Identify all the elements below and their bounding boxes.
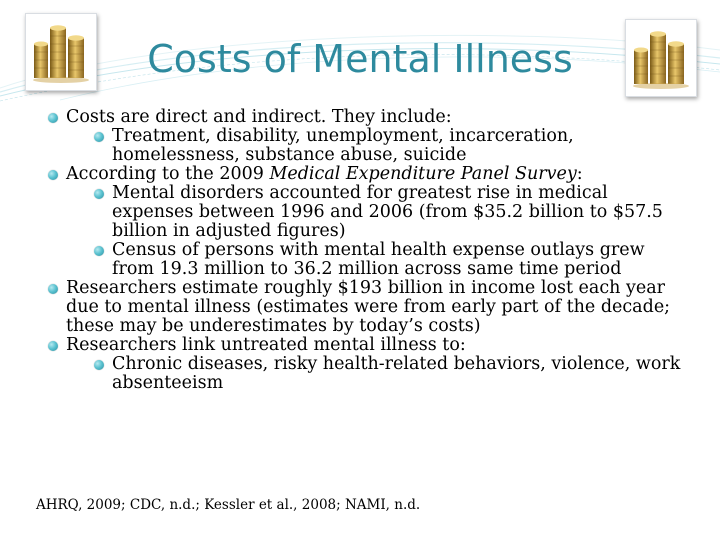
coin-stacks-picture-right: [625, 19, 697, 97]
bullet-dot-icon: [94, 132, 104, 142]
sub-bullet-text: Mental disorders accounted for greatest rise in medical expenses between 1996 and 2006 (from $35.2 billion to $57.5 billion in adjusted figures): [112, 183, 663, 241]
sub-bullet-list: [66, 355, 688, 393]
bullet-dot-icon: [48, 341, 58, 351]
bullet-text-after: :: [576, 164, 583, 184]
slide-title: Costs of Mental Illness: [147, 37, 573, 81]
bullet-dot-icon: [94, 246, 104, 256]
sub-bullet-list: [66, 184, 688, 279]
bullet-dot-icon: [48, 113, 58, 123]
coin-stacks-picture-left: [25, 13, 97, 91]
bullet-dot-icon: [48, 284, 58, 294]
sub-bullet-text: Chronic diseases, risky health-related behaviors, violence, work absenteeism: [112, 354, 681, 393]
sub-bullet-text: Treatment, disability, unemployment, incarceration, homelessness, substance abuse, suicide: [112, 126, 574, 165]
sub-bullet-item: [94, 241, 688, 279]
bullet-item: [48, 108, 688, 165]
sub-bullet-item: [94, 184, 688, 241]
bullet-text: Researchers link untreated mental illness to:: [66, 335, 466, 355]
survey-name: Medical Expenditure Panel Survey: [269, 164, 577, 184]
bullet-text: [66, 164, 583, 184]
sub-bullet-item: [94, 127, 688, 165]
sub-bullet-text: Census of persons with mental health expense outlays grew from 19.3 million to 36.2 million across same time period: [112, 240, 645, 279]
coin-stacks-icon: [26, 14, 96, 90]
bullet-list: [48, 108, 688, 393]
citation: AHRQ, 2009; CDC, n.d.; Kessler et al., 2008; NAMI, n.d.: [36, 497, 421, 513]
bullet-text: Researchers estimate roughly $193 billion in income lost each year due to mental illness (estimates were from early part of the decade; these may be underestimates by today’s costs): [66, 278, 671, 336]
bullet-dot-icon: [94, 360, 104, 370]
sub-bullet-item: [94, 355, 688, 393]
bullet-item: [48, 279, 688, 336]
bullet-dot-icon: [48, 170, 58, 180]
bullet-dot-icon: [94, 189, 104, 199]
bullet-text-before: According to the 2009: [66, 164, 270, 184]
coin-stacks-icon: [626, 20, 696, 96]
sub-bullet-list: [66, 127, 688, 165]
bullet-text: Costs are direct and indirect. They include:: [66, 107, 452, 127]
bullet-item: [48, 165, 688, 279]
bullet-item: [48, 336, 688, 393]
